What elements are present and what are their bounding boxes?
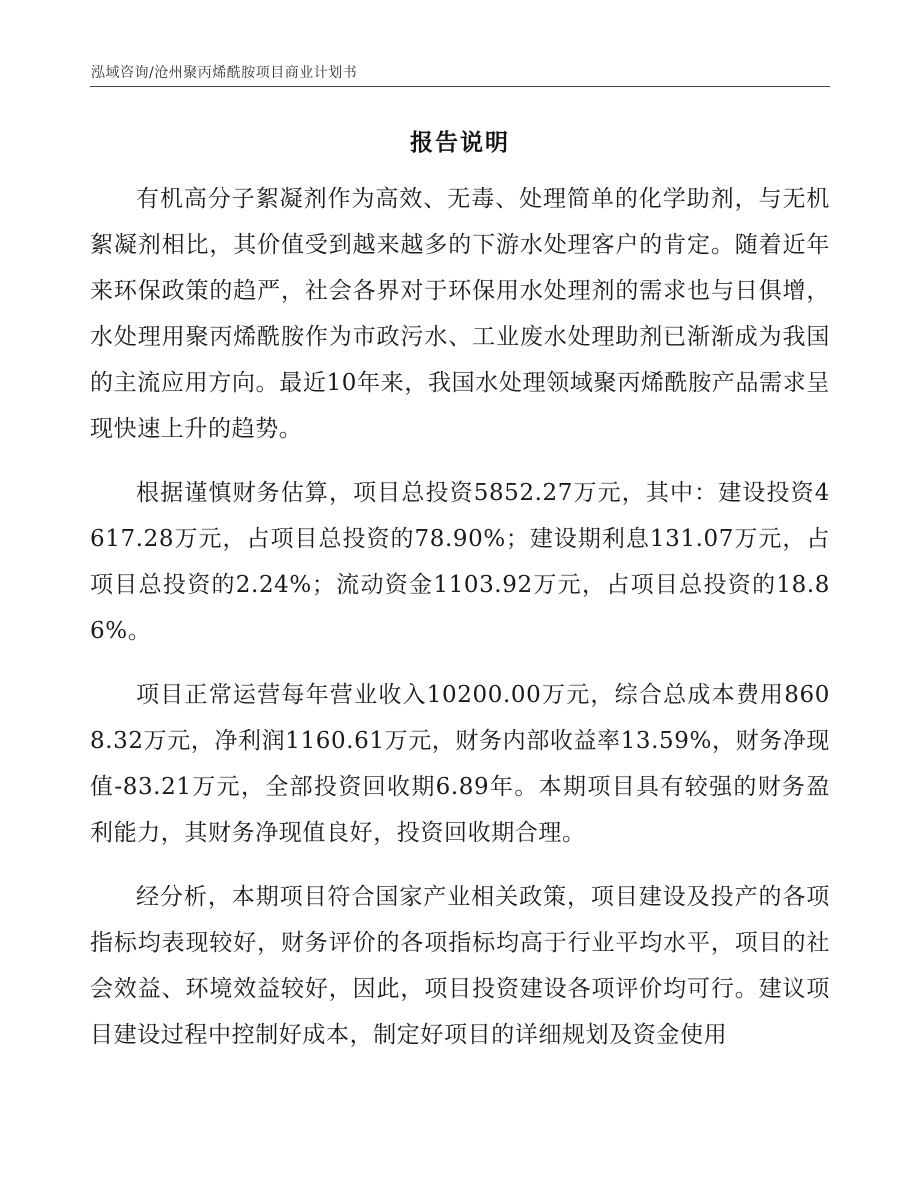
running-header: 泓域咨询/沧州聚丙烯酰胺项目商业计划书	[91, 65, 358, 81]
section-title: 报告说明	[410, 130, 510, 156]
paragraph-background: 有机高分子絮凝剂作为高效、无毒、处理简单的化学助剂，与无机絮凝剂相比，其价值受到越来越多的下游水处理客户的肯定。随着近年来环保政策的趋严，社会各界对于环保用水处理剂的需求也与日俱增，水处理用聚丙烯酰胺作为市政污水、工业废水处理助剂已渐渐成为我国的主流应用方向。最近10年来，我国水处理领域聚丙烯酰胺产品需求呈现快速上升的趋势。	[90, 186, 830, 442]
report-body	[90, 176, 830, 1076]
paragraph-conclusion: 经分析，本期项目符合国家产业相关政策，项目建设及投产的各项指标均表现较好，财务评价的各项指标均高于行业平均水平，项目的社会效益、环境效益较好，因此，项目投资建设各项评价均可行。建议项目建设过程中控制好成本，制定好项目的详细规划及资金使用	[90, 884, 830, 1048]
paragraph-financials: 项目正常运营每年营业收入10200.00万元，综合总成本费用8608.32万元，净利润1160.61万元，财务内部收益率13.59%，财务净现值-83.21万元，全部投资回收期6.89年。本期项目具有较强的财务盈利能力，其财务净现值良好，投资回收期合理。	[90, 682, 830, 846]
paragraph-investment: 根据谨慎财务估算，项目总投资5852.27万元，其中：建设投资4617.28万元，占项目总投资的78.90%；建设期利息131.07万元，占项目总投资的2.24%；流动资金1103.92万元，占项目总投资的18.86%。	[90, 480, 830, 644]
header-divider	[90, 86, 830, 87]
